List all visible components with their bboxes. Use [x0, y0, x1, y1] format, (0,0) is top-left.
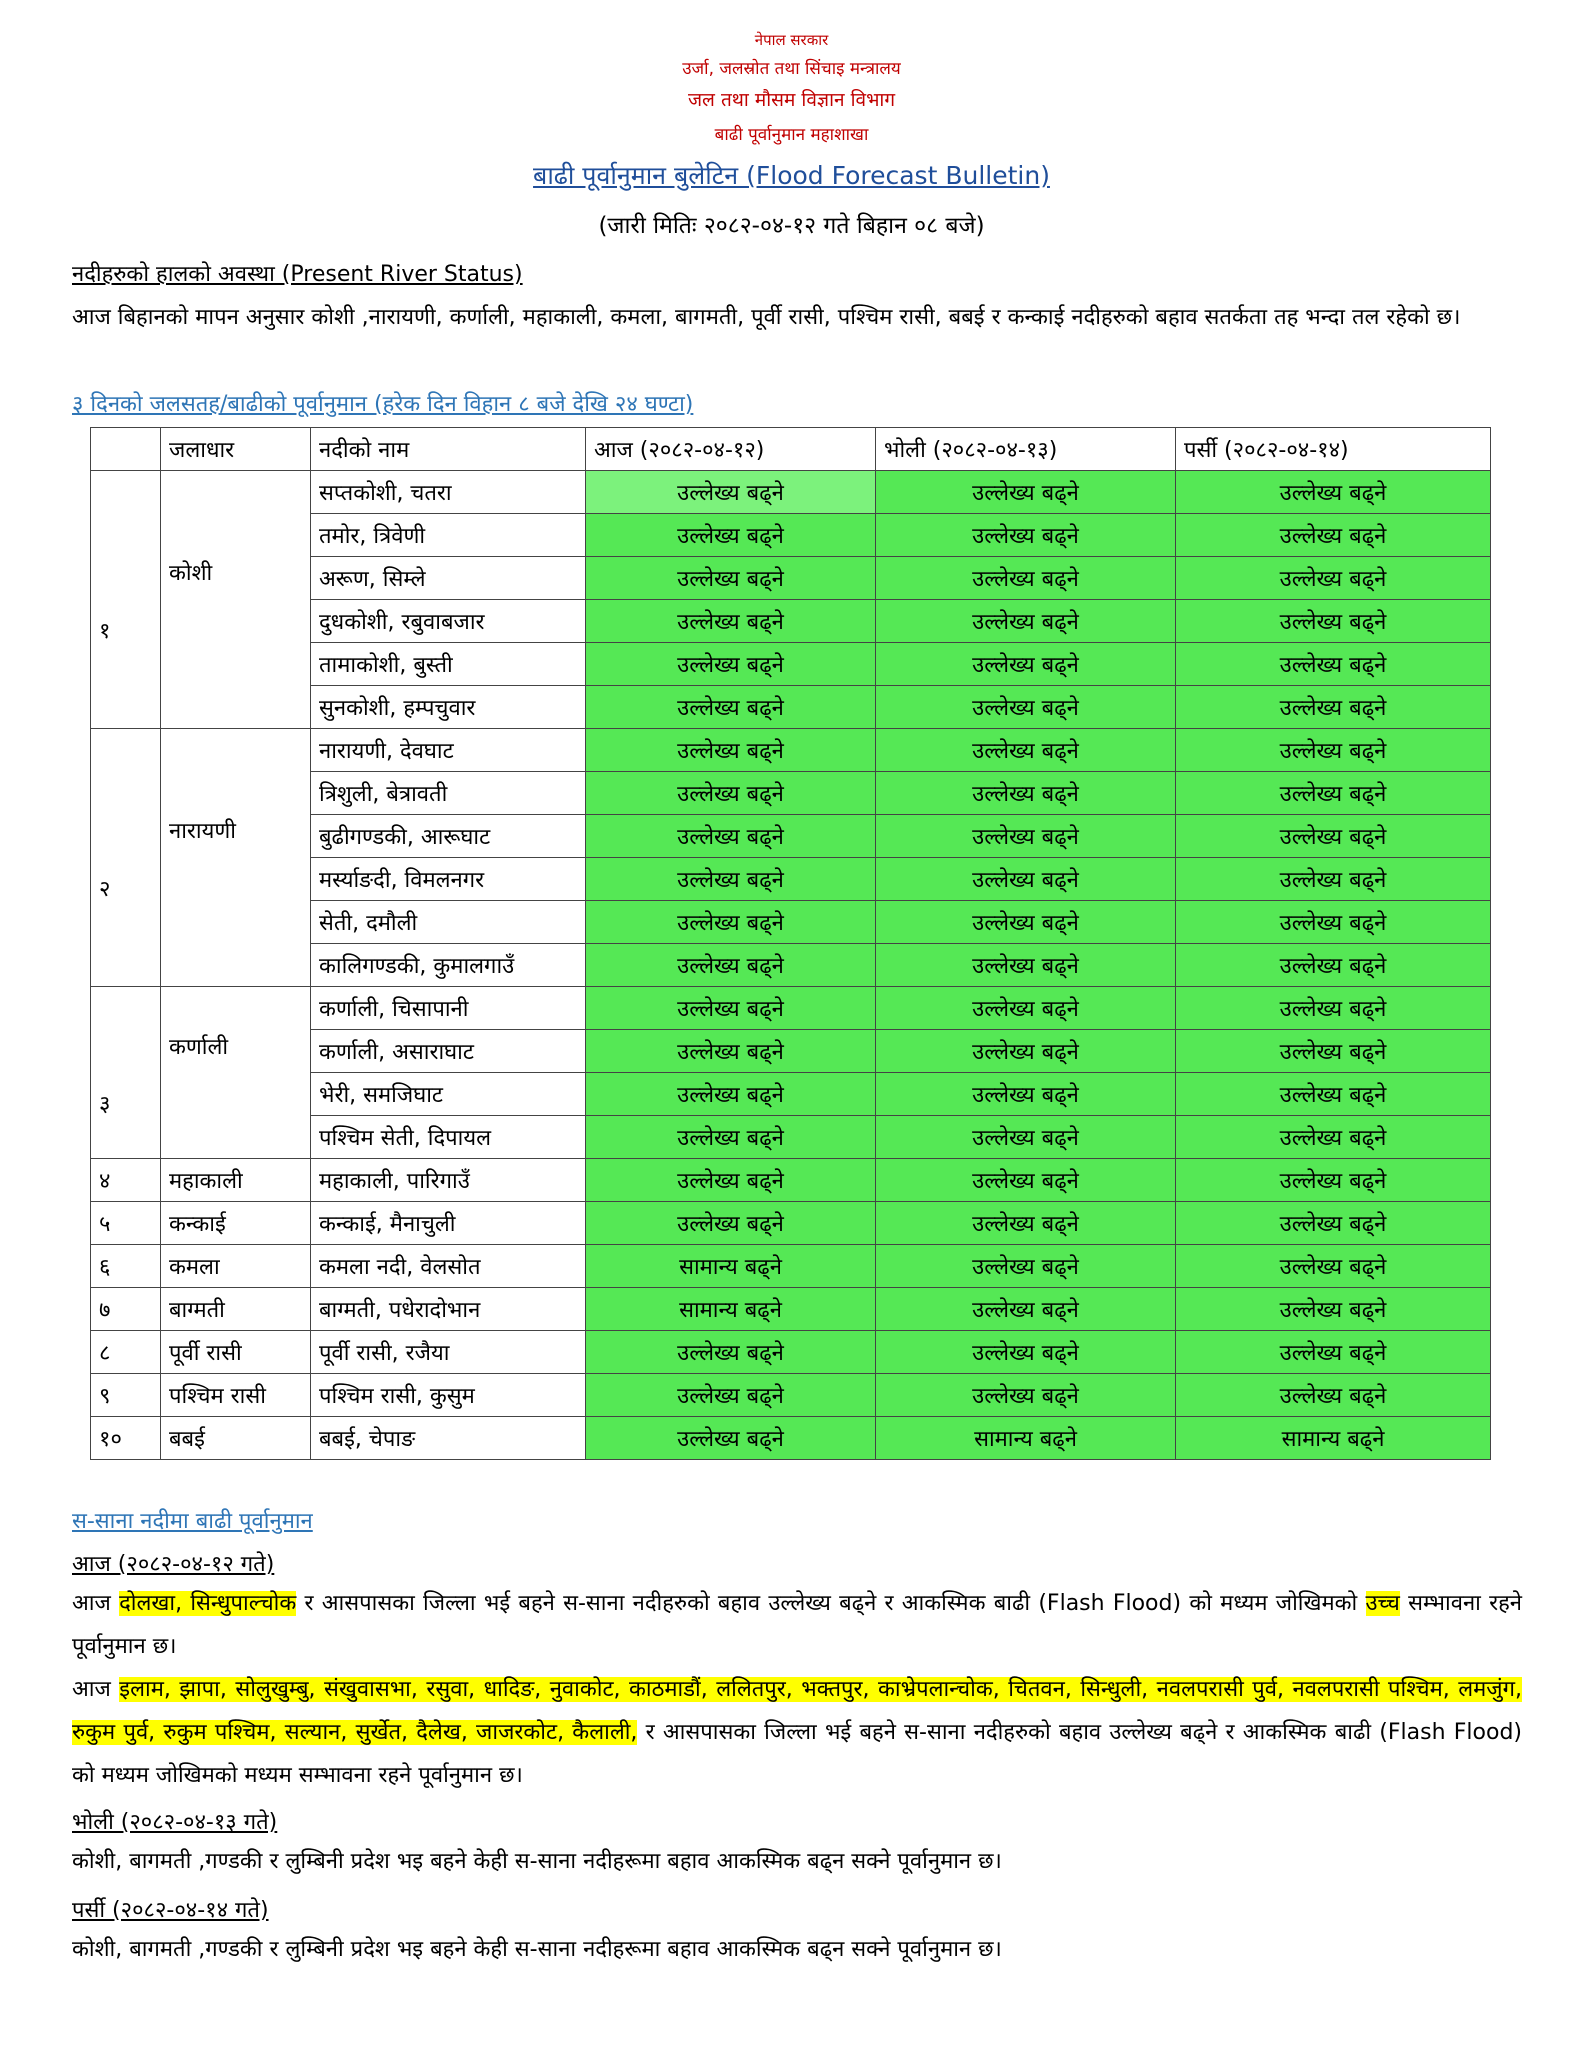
forecast-cell-today: उल्लेख्य बढ्ने — [586, 686, 876, 729]
forecast-cell-dayafter: उल्लेख्य बढ्ने — [1176, 643, 1491, 686]
basin-number: १ — [91, 471, 161, 729]
forecast-cell-dayafter: उल्लेख्य बढ्ने — [1176, 557, 1491, 600]
basin-number: २ — [91, 729, 161, 987]
col-header-today: आज (२०८२-०४-१२) — [586, 428, 876, 471]
station-name: नारायणी, देवघाट — [311, 729, 586, 772]
forecast-cell-tomorrow: उल्लेख्य बढ्ने — [876, 729, 1176, 772]
station-name: बुढीगण्डकी, आरूघाट — [311, 815, 586, 858]
table-row — [91, 1159, 1491, 1202]
forecast-cell-tomorrow: उल्लेख्य बढ्ने — [876, 987, 1176, 1030]
highlight-risk-level: उच्च — [1365, 1591, 1400, 1616]
station-name: दुधकोशी, रबुवाबजार — [311, 600, 586, 643]
highlight-districts-high: दोलखा, सिन्धुपाल्चोक — [119, 1591, 297, 1616]
forecast-cell-dayafter: उल्लेख्य बढ्ने — [1176, 858, 1491, 901]
basin-name: कोशी — [161, 471, 311, 729]
forecast-cell-today: उल्लेख्य बढ्ने — [586, 987, 876, 1030]
table-row — [91, 729, 1491, 772]
forecast-cell-tomorrow: उल्लेख्य बढ्ने — [876, 514, 1176, 557]
table-row — [91, 1374, 1491, 1417]
col-header-dayafter: पर्सी (२०८२-०४-१४) — [1176, 428, 1491, 471]
forecast-cell-tomorrow: उल्लेख्य बढ्ने — [876, 1245, 1176, 1288]
forecast-cell-dayafter: उल्लेख्य बढ्ने — [1176, 514, 1491, 557]
forecast-cell-dayafter: उल्लेख्य बढ्ने — [1176, 1030, 1491, 1073]
station-name: कर्णाली, असाराघाट — [311, 1030, 586, 1073]
forecast-cell-today: उल्लेख्य बढ्ने — [586, 858, 876, 901]
forecast-cell-dayafter: उल्लेख्य बढ्ने — [1176, 1073, 1491, 1116]
forecast-table-body — [91, 471, 1491, 1460]
forecast-cell-tomorrow: उल्लेख्य बढ्ने — [876, 944, 1176, 987]
dayafter-text: कोशी, बागमती ,गण्डकी र लुम्बिनी प्रदेश भइ बहने केही स-साना नदीहरूमा बहाव आकस्मिक बढ्न सक्ने पूर्वानुमान छ। — [72, 1937, 1002, 1962]
dayafter-heading: पर्सी (२०८२-०४-१४ गते) — [72, 1898, 269, 1923]
forecast-cell-dayafter: उल्लेख्य बढ्ने — [1176, 815, 1491, 858]
forecast-cell-tomorrow: उल्लेख्य बढ्ने — [876, 686, 1176, 729]
present-status-heading: नदीहरुको हालको अवस्था (Present River Status) — [72, 262, 523, 287]
forecast-cell-today: उल्लेख्य बढ्ने — [586, 1116, 876, 1159]
forecast-cell-dayafter: उल्लेख्य बढ्ने — [1176, 1159, 1491, 1202]
station-name: तामाकोशी, बुस्ती — [311, 643, 586, 686]
station-name: कमला नदी, वेलसोत — [311, 1245, 586, 1288]
table-row — [91, 987, 1491, 1030]
forecast-cell-today: सामान्य बढ्ने — [586, 1288, 876, 1331]
station-name: बबई, चेपाङ — [311, 1417, 586, 1460]
station-name: सप्तकोशी, चतरा — [311, 471, 586, 514]
forecast-cell-tomorrow: उल्लेख्य बढ्ने — [876, 1159, 1176, 1202]
forecast-cell-today: उल्लेख्य बढ्ने — [586, 471, 876, 514]
ministry-name: उर्जा, जलस्रोत तथा सिंचाइ मन्त्रालय — [682, 59, 901, 79]
tomorrow-heading: भोली (२०८२-०४-१३ गते) — [72, 1810, 278, 1835]
highlight-districts-medium: इलाम, झापा, सोलुखुम्बु, संखुवासभा, रसुवा, धादिङ, नुवाकोट, काठमाडौं, ललितपुर, भक्तपुर, काभ्रेपलान्चोक, चितवन, सिन्धुली, नवलपरासी पुर्व, नवलपरासी पश्चिम, लमजुंग, रुकुम पुर्व, रुकुम पश्चिम, सल्यान, सुर्खेत, दैलेख, जाजरकोट, कैलाली, — [72, 1677, 1522, 1745]
forecast-cell-dayafter: उल्लेख्य बढ्ने — [1176, 1374, 1491, 1417]
station-name: महाकाली, पारिगाउँ — [311, 1159, 586, 1202]
forecast-cell-tomorrow: उल्लेख्य बढ्ने — [876, 471, 1176, 514]
forecast-cell-tomorrow: उल्लेख्य बढ्ने — [876, 600, 1176, 643]
forecast-cell-dayafter: उल्लेख्य बढ्ने — [1176, 1288, 1491, 1331]
col-header-tomorrow: भोली (२०८२-०४-१३) — [876, 428, 1176, 471]
basin-name: पश्चिम रासी — [161, 1374, 311, 1417]
station-name: मर्स्याङदी, विमलनगर — [311, 858, 586, 901]
basin-number: ९ — [91, 1374, 161, 1417]
today-heading: आज (२०८२-०४-१२ गते) — [72, 1552, 275, 1577]
forecast-cell-tomorrow: उल्लेख्य बढ्ने — [876, 772, 1176, 815]
forecast-cell-today: उल्लेख्य बढ्ने — [586, 729, 876, 772]
forecast-cell-dayafter: उल्लेख्य बढ्ने — [1176, 772, 1491, 815]
station-name: पश्चिम सेती, दिपायल — [311, 1116, 586, 1159]
forecast-cell-dayafter: उल्लेख्य बढ्ने — [1176, 1116, 1491, 1159]
forecast-cell-today: उल्लेख्य बढ्ने — [586, 901, 876, 944]
basin-number: ८ — [91, 1331, 161, 1374]
forecast-cell-tomorrow: उल्लेख्य बढ्ने — [876, 1030, 1176, 1073]
basin-number: ४ — [91, 1159, 161, 1202]
table-header-row — [91, 428, 1491, 471]
forecast-cell-dayafter: उल्लेख्य बढ्ने — [1176, 600, 1491, 643]
col-header-river: नदीको नाम — [311, 428, 586, 471]
forecast-cell-tomorrow: उल्लेख्य बढ्ने — [876, 1288, 1176, 1331]
forecast-cell-today: उल्लेख्य बढ्ने — [586, 1159, 876, 1202]
forecast-cell-dayafter: उल्लेख्य बढ्ने — [1176, 1245, 1491, 1288]
forecast-cell-tomorrow: उल्लेख्य बढ्ने — [876, 901, 1176, 944]
forecast-cell-tomorrow: उल्लेख्य बढ्ने — [876, 1073, 1176, 1116]
present-status-text: आज बिहानको मापन अनुसार कोशी ,नारायणी, कर्णाली, महाकाली, कमला, बागमती, पूर्वी रासी, पश्चिम रासी, बबई र कन्काई नदीहरुको बहाव सतर्कता तह भन्दा तल रहेको छ। — [72, 305, 1461, 330]
forecast-cell-tomorrow: उल्लेख्य बढ्ने — [876, 858, 1176, 901]
basin-number: ५ — [91, 1202, 161, 1245]
department-name: जल तथा मौसम विज्ञान विभाग — [687, 89, 896, 111]
forecast-cell-today: उल्लेख्य बढ्ने — [586, 643, 876, 686]
basin-number: १० — [91, 1417, 161, 1460]
forecast-cell-today: उल्लेख्य बढ्ने — [586, 1374, 876, 1417]
forecast-cell-tomorrow: उल्लेख्य बढ्ने — [876, 1202, 1176, 1245]
basin-name: महाकाली — [161, 1159, 311, 1202]
forecast-cell-today: उल्लेख्य बढ्ने — [586, 600, 876, 643]
station-name: त्रिशुली, बेत्रावती — [311, 772, 586, 815]
basin-number: ६ — [91, 1245, 161, 1288]
forecast-cell-tomorrow: उल्लेख्य बढ्ने — [876, 1374, 1176, 1417]
station-name: कन्काई, मैनाचुली — [311, 1202, 586, 1245]
forecast-cell-tomorrow: उल्लेख्य बढ्ने — [876, 557, 1176, 600]
col-header-basin: जलाधार — [161, 428, 311, 471]
table-row — [91, 1288, 1491, 1331]
forecast-cell-today: सामान्य बढ्ने — [586, 1245, 876, 1288]
forecast-cell-today: उल्लेख्य बढ्ने — [586, 1202, 876, 1245]
forecast-cell-tomorrow: उल्लेख्य बढ्ने — [876, 1116, 1176, 1159]
station-name: सेती, दमौली — [311, 901, 586, 944]
basin-name: पूर्वी रासी — [161, 1331, 311, 1374]
table-row — [91, 1331, 1491, 1374]
station-name: भेरी, समजिघाट — [311, 1073, 586, 1116]
forecast-cell-dayafter: सामान्य बढ्ने — [1176, 1417, 1491, 1460]
station-name: बाग्मती, पधेरादोभान — [311, 1288, 586, 1331]
forecast-cell-today: उल्लेख्य बढ्ने — [586, 772, 876, 815]
tomorrow-text: कोशी, बागमती ,गण्डकी र लुम्बिनी प्रदेश भइ बहने केही स-साना नदीहरूमा बहाव आकस्मिक बढ्न सक्ने पूर्वानुमान छ। — [72, 1849, 1002, 1874]
division-name: बाढी पूर्वानुमान महाशाखा — [714, 125, 869, 145]
station-name: अरूण, सिम्ले — [311, 557, 586, 600]
forecast-cell-today: उल्लेख्य बढ्ने — [586, 514, 876, 557]
basin-number: ७ — [91, 1288, 161, 1331]
forecast-cell-today: उल्लेख्य बढ्ने — [586, 815, 876, 858]
forecast-cell-today: उल्लेख्य बढ्ने — [586, 1417, 876, 1460]
basin-name: कन्काई — [161, 1202, 311, 1245]
station-name: कर्णाली, चिसापानी — [311, 987, 586, 1030]
basin-name: बबई — [161, 1417, 311, 1460]
forecast-cell-today: उल्लेख्य बढ्ने — [586, 1030, 876, 1073]
forecast-cell-dayafter: उल्लेख्य बढ्ने — [1176, 987, 1491, 1030]
forecast-cell-dayafter: उल्लेख्य बढ्ने — [1176, 1202, 1491, 1245]
issue-date: (जारी मितिः २०८२-०४-१२ गते बिहान ०८ बजे) — [598, 213, 985, 239]
bulletin-title: बाढी पूर्वानुमान बुलेटिन (Flood Forecast Bulletin) — [533, 161, 1050, 190]
forecast-cell-today: उल्लेख्य बढ्ने — [586, 557, 876, 600]
forecast-cell-dayafter: उल्लेख्य बढ्ने — [1176, 729, 1491, 772]
forecast-cell-dayafter: उल्लेख्य बढ्ने — [1176, 471, 1491, 514]
station-name: पूर्वी रासी, रजैया — [311, 1331, 586, 1374]
forecast-cell-dayafter: उल्लेख्य बढ्ने — [1176, 686, 1491, 729]
forecast-cell-today: उल्लेख्य बढ्ने — [586, 1331, 876, 1374]
forecast-cell-dayafter: उल्लेख्य बढ्ने — [1176, 944, 1491, 987]
table-row — [91, 471, 1491, 514]
basin-number: ३ — [91, 987, 161, 1159]
table-row — [91, 1202, 1491, 1245]
basin-name: नारायणी — [161, 729, 311, 987]
forecast-cell-tomorrow: उल्लेख्य बढ्ने — [876, 643, 1176, 686]
today-paragraph-1: आज दोलखा, सिन्धुपाल्चोक र आसपासका जिल्ला भई बहने स-साना नदीहरुको बहाव उल्लेख्य बढ्ने र आकस्मिक बाढी (Flash Flood) को मध्यम जोखिमको उच्च सम्भावना रहने पूर्वानुमान छ। — [72, 1591, 1523, 1659]
forecast-cell-tomorrow: सामान्य बढ्ने — [876, 1417, 1176, 1460]
forecast-table — [90, 427, 1491, 1460]
basin-name: कमला — [161, 1245, 311, 1288]
forecast-cell-dayafter: उल्लेख्य बढ्ने — [1176, 1331, 1491, 1374]
table-row — [91, 1245, 1491, 1288]
basin-name: कर्णाली — [161, 987, 311, 1159]
forecast-cell-today: उल्लेख्य बढ्ने — [586, 1073, 876, 1116]
table-row — [91, 1417, 1491, 1460]
station-name: पश्चिम रासी, कुसुम — [311, 1374, 586, 1417]
basin-name: बाग्मती — [161, 1288, 311, 1331]
forecast-cell-tomorrow: उल्लेख्य बढ्ने — [876, 1331, 1176, 1374]
station-name: कालिगण्डकी, कुमालगाउँ — [311, 944, 586, 987]
forecast-cell-tomorrow: उल्लेख्य बढ्ने — [876, 815, 1176, 858]
forecast-cell-today: उल्लेख्य बढ्ने — [586, 944, 876, 987]
gov-name: नेपाल सरकार — [754, 31, 829, 49]
forecast-heading: ३ दिनको जलसतह/बाढीको पूर्वानुमान (हरेक दिन विहान ८ बजे देखि २४ घण्टा) — [72, 392, 694, 417]
col-header-no — [91, 428, 161, 471]
today-paragraph-2: आज इलाम, झापा, सोलुखुम्बु, संखुवासभा, रसुवा, धादिङ, नुवाकोट, काठमाडौं, ललितपुर, भक्तपुर, काभ्रेपलान्चोक, चितवन, सिन्धुली, नवलपरासी पुर्व, नवलपरासी पश्चिम, लमजुंग, रुकुम पुर्व, रुकुम पश्चिम, सल्यान, सुर्खेत, दैलेख, जाजरकोट, कैलाली, र आसपासका जिल्ला भई बहने स-साना नदीहरुको बहाव उल्लेख्य बढ्ने र आकस्मिक बाढी (Flash Flood) को मध्यम जोखिमको मध्यम सम्भावना रहने पूर्वानुमान छ। — [72, 1677, 1522, 1788]
forecast-cell-dayafter: उल्लेख्य बढ्ने — [1176, 901, 1491, 944]
station-name: सुनकोशी, हम्पचुवार — [311, 686, 586, 729]
small-rivers-heading: स-साना नदीमा बाढी पूर्वानुमान — [72, 1509, 313, 1534]
station-name: तमोर, त्रिवेणी — [311, 514, 586, 557]
